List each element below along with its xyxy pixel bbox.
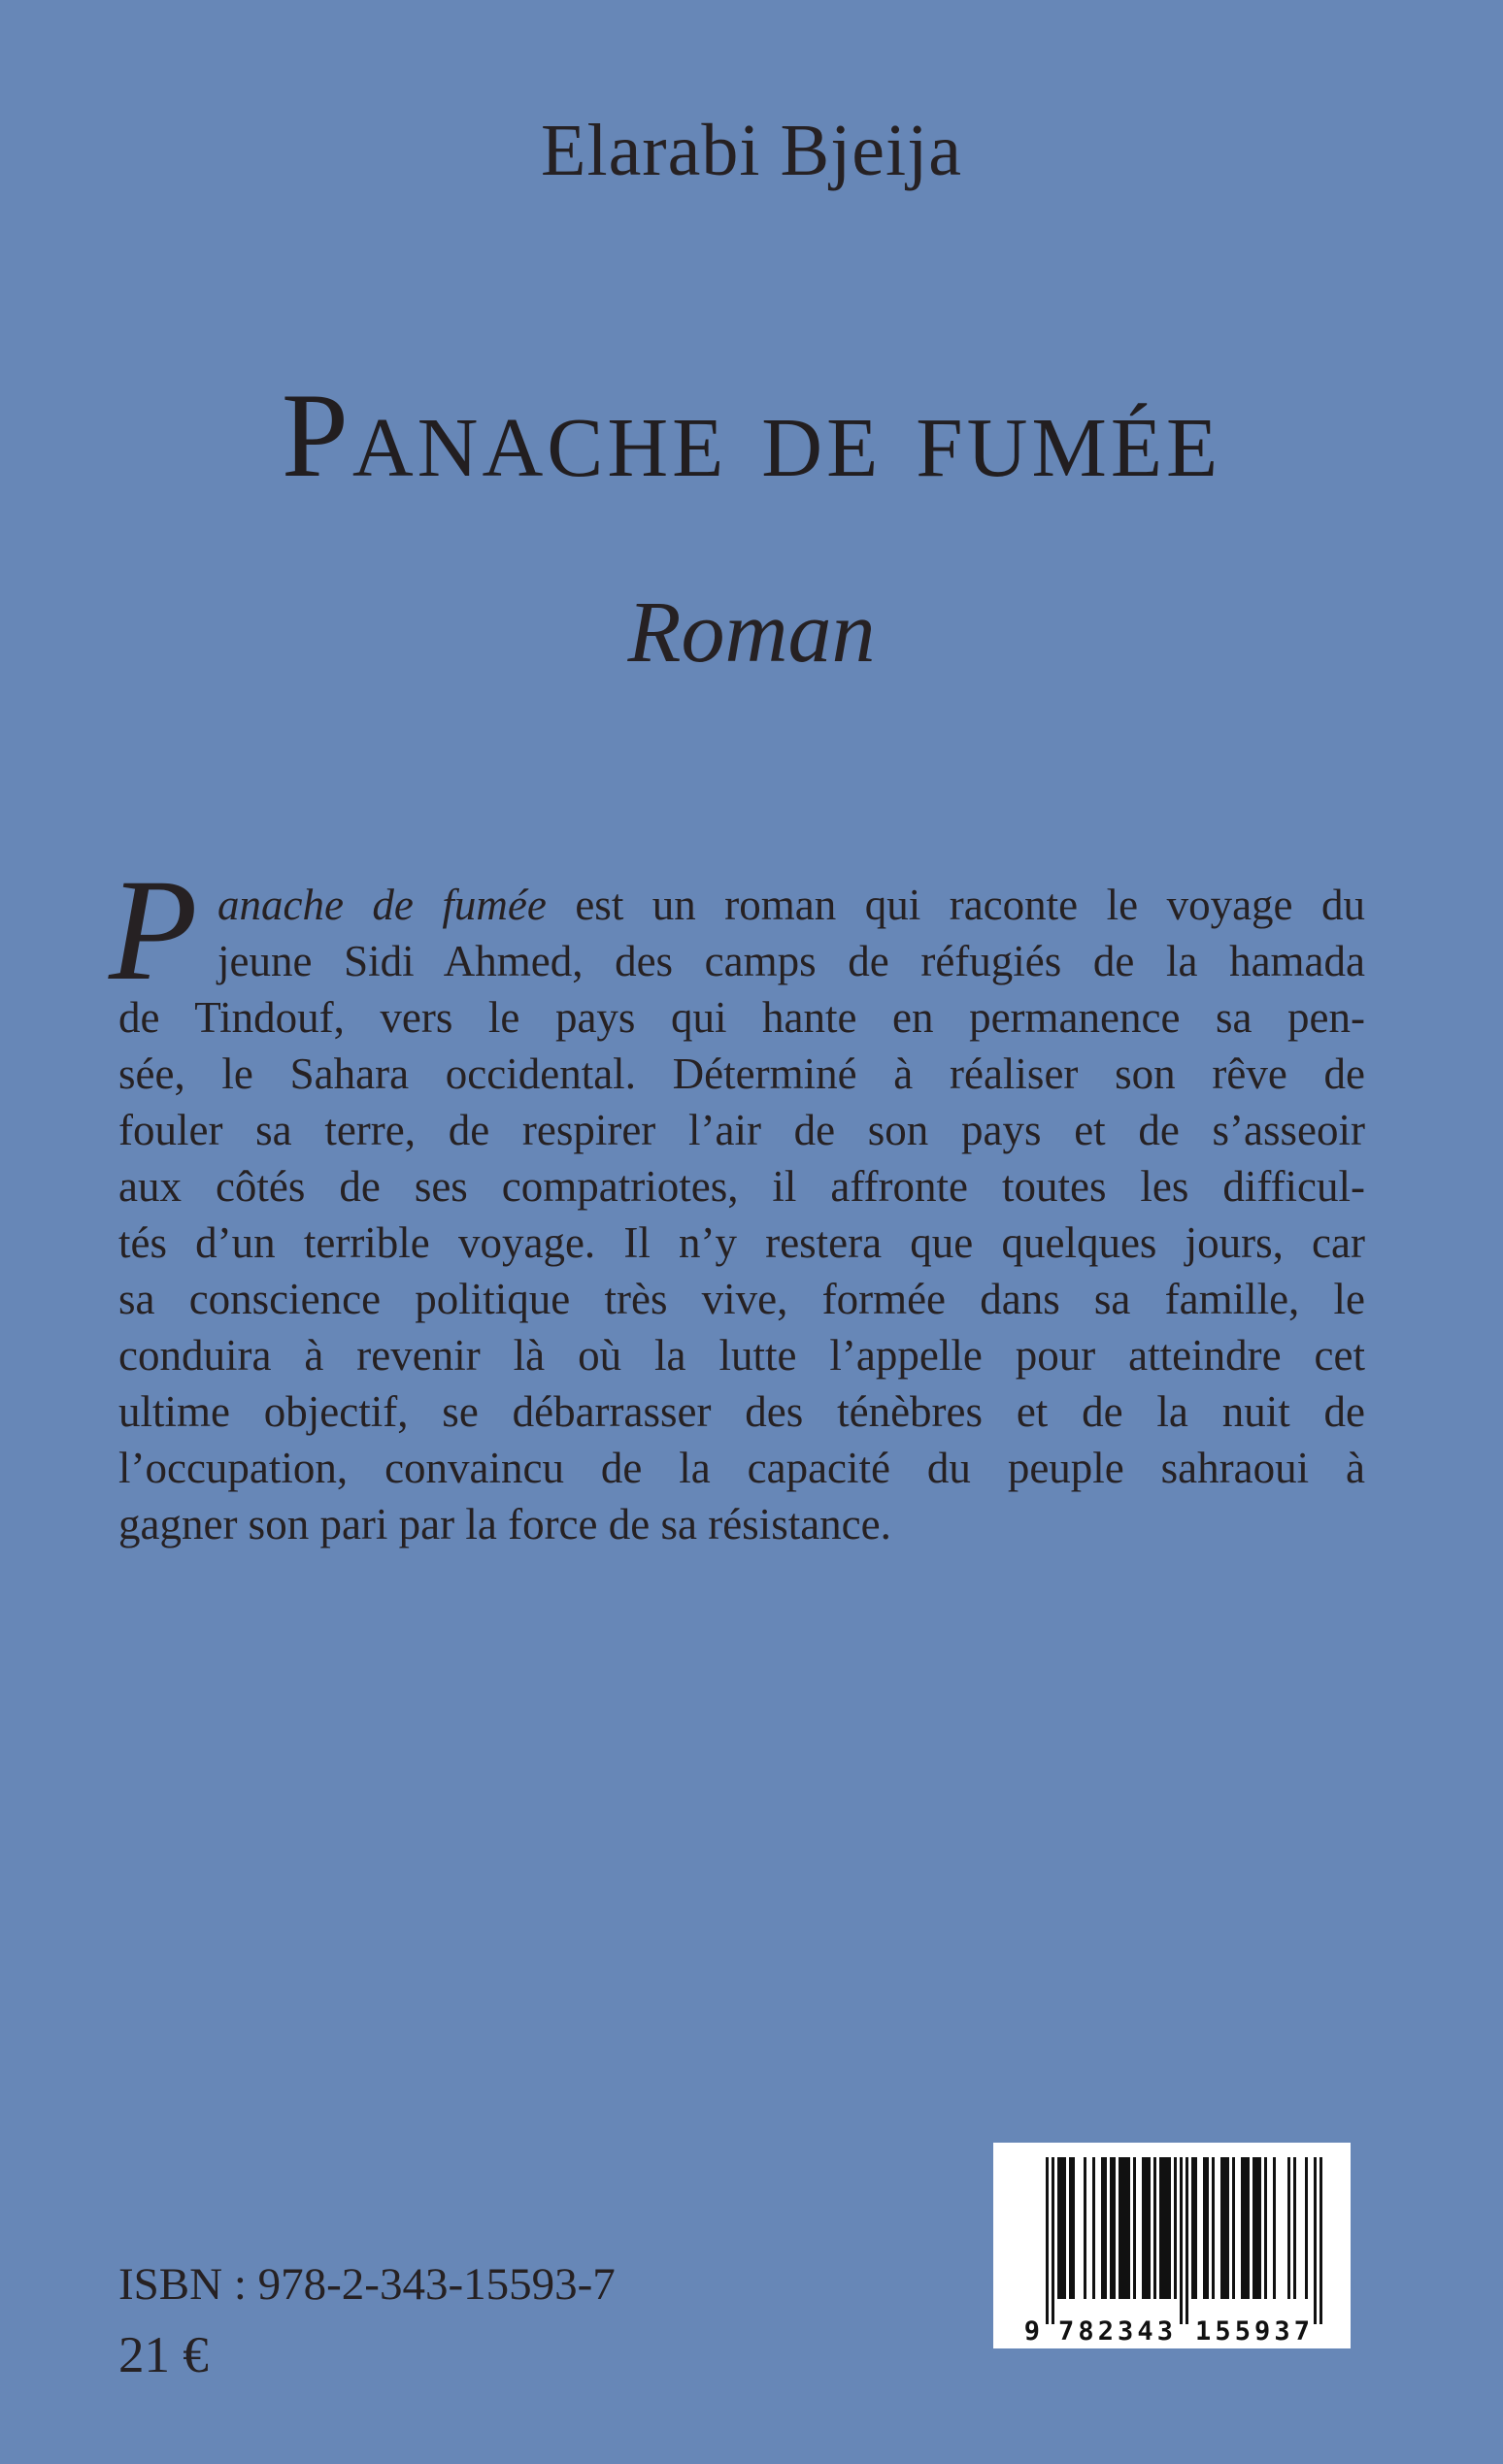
price-text: 21 € xyxy=(118,2327,209,2383)
genre-subtitle: Roman xyxy=(627,584,876,681)
synopsis-line: l’occupation, convaincu de la capacité du peuple sahraoui à xyxy=(118,1444,1365,1492)
synopsis-line: ultime objectif, se débarrasser des ténèbres et de la nuit de xyxy=(118,1387,1365,1436)
book-title: Panache de fumée xyxy=(281,369,1222,502)
synopsis-line: aux côtés de ses compatriotes, il affronte toutes les difficul- xyxy=(118,1162,1365,1211)
author-name: Elarabi Bjeija xyxy=(541,110,962,191)
dropcap-letter: P xyxy=(109,849,198,1011)
synopsis-line: jeune Sidi Ahmed, des camps de réfugiés de la hamada xyxy=(217,937,1365,985)
synopsis-line: sée, le Sahara occidental. Déterminé à réaliser son rêve de xyxy=(118,1049,1365,1098)
svg-text:782343: 782343 xyxy=(1058,2316,1173,2344)
synopsis-line: de Tindouf, vers le pays qui hante en permanence sa pen- xyxy=(118,993,1365,1042)
synopsis-line: fouler sa terre, de respirer l’air de son pays et de s’asseoir xyxy=(118,1106,1365,1154)
synopsis-line: gagner son pari par la force de sa résistance. xyxy=(118,1500,891,1548)
synopsis-title-reference: anache de fumée xyxy=(217,881,547,929)
svg-text:9: 9 xyxy=(1023,2316,1040,2344)
synopsis-line-text: est un roman qui raconte le voyage du xyxy=(546,881,1365,929)
synopsis-paragraph xyxy=(109,849,1365,1552)
synopsis-line: tés d’un terrible voyage. Il n’y restera que quelques jours, car xyxy=(118,1218,1365,1267)
isbn-text: ISBN : 978-2-343-15593-7 xyxy=(118,2259,616,2310)
barcode xyxy=(993,2143,1351,2348)
barcode-image xyxy=(1017,2157,1327,2344)
synopsis-line xyxy=(217,877,1365,933)
synopsis-line: conduira à revenir là où la lutte l’appelle pour atteindre cet xyxy=(118,1331,1365,1380)
synopsis-line: sa conscience politique très vive, formée dans sa famille, le xyxy=(118,1275,1365,1323)
svg-text:155937: 155937 xyxy=(1195,2316,1310,2344)
